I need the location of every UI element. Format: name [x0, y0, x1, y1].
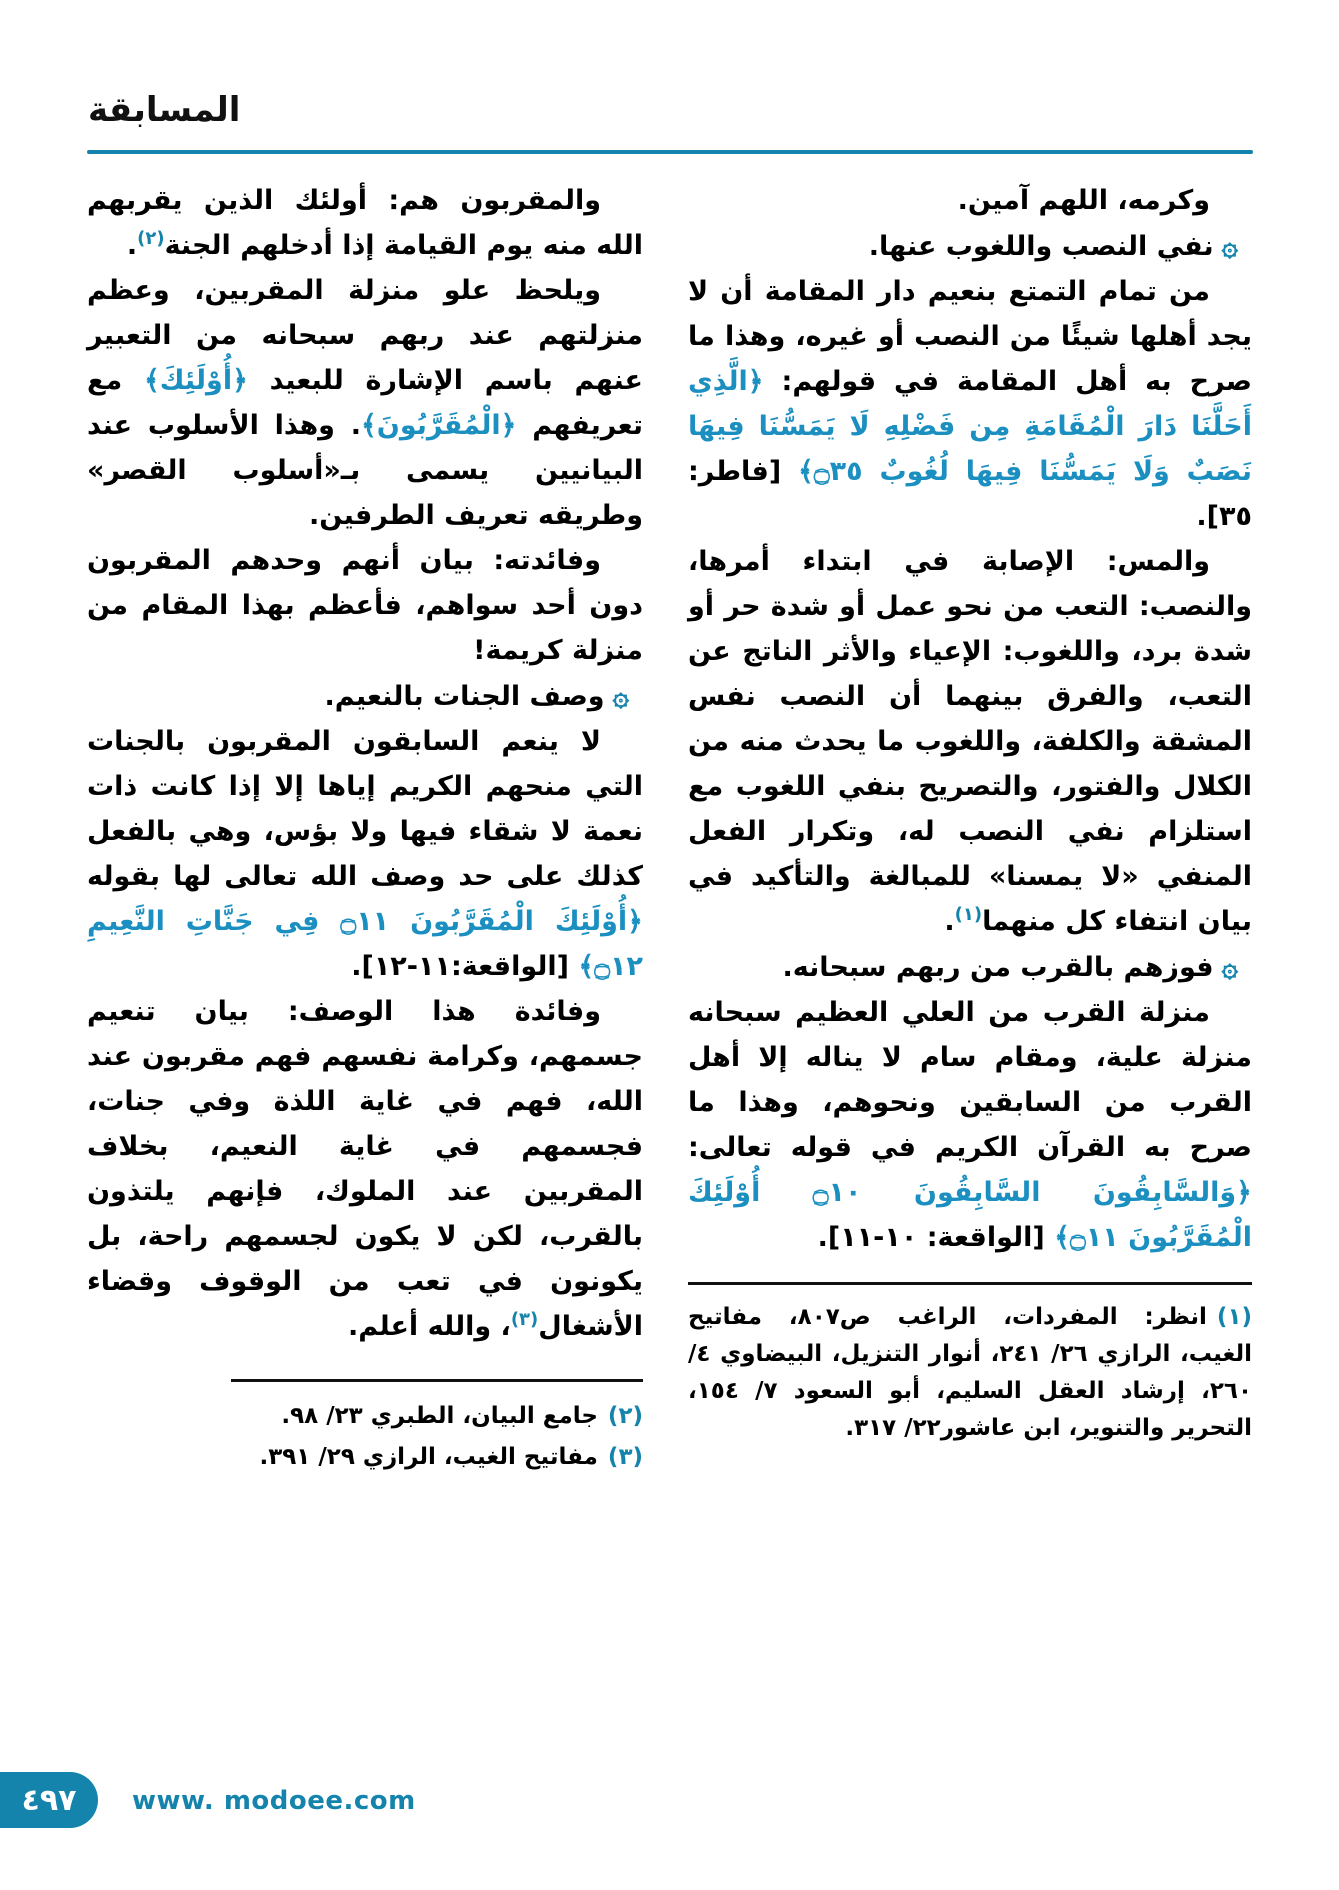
footnote [688, 1299, 1252, 1447]
body-text: منزلة القرب من العلي العظيم سبحانه منزلة علية، ومقام سام لا يناله إلا أهل القرب من السابقين ونحوهم، وهذا ما صرح به القرآن الكريم في قوله تعالى: [688, 997, 1252, 1163]
body-text: . [944, 906, 955, 937]
section-heading [87, 673, 643, 719]
body-text: مع تعريفهم [87, 365, 643, 441]
section-heading [688, 944, 1252, 990]
body-text: . [126, 230, 138, 261]
footnote-number: (٢) [607, 1403, 643, 1429]
footnote-text: انظر: المفردات، الراغب ص٨٠٧، مفاتيح الغيب، الرازي ٢٦/ ٢٤١، أنوار التنزيل، البيضاوي ٤/ ٢٦٠، إرشاد العقل السليم، أبو السعود ٧/ ١٥٤، التحرير والتنوير، ابن عاشور٢٢/ ٣١٧. [688, 1304, 1252, 1441]
body-text: ويلحظ علو منزلة المقربين، وعظم منزلتهم عند ربهم سبحانه من التعبير عنهم باسم الإشارة للبعيد [87, 275, 644, 396]
header-rule [87, 150, 1253, 154]
paragraph [87, 719, 643, 989]
paragraph [87, 268, 643, 538]
paragraph [87, 178, 643, 268]
footnote-text: مفاتيح الغيب، الرازي ٢٩/ ٣٩١. [259, 1444, 598, 1470]
quran-verse: ﴿وَالسَّابِقُونَ السَّابِقُونَ ۝١٠ أُوْلَئِكَ الْمُقَرَّبُونَ ۝١١﴾ [688, 1177, 1252, 1253]
page-number: ٤٩٧ [21, 1782, 77, 1818]
paragraph [688, 178, 1252, 223]
quran-verse: ﴿أُوْلَئِكَ﴾ [143, 365, 248, 396]
body-text: وفائدته: بيان أنهم وحدهم المقربون دون أحد سواهم، فأعظم بهذا المقام من منزلة كريمة! [87, 545, 643, 666]
footnote-ref: (٢) [137, 228, 165, 249]
running-header: المسابقة [88, 90, 241, 130]
section-marker-icon: ۞ [1221, 229, 1238, 262]
heading-text: وصف الجنات بالنعيم. [324, 681, 605, 712]
body-text: والمس: الإصابة في ابتداء أمرها، والنصب: التعب من نحو عمل أو شدة حر أو شدة برد، واللغوب: الإعياء والأثر الناتج عن التعب، والفرق بينهما أن النصب نفس المشقة والكلفة، واللغوب ما يحدث منه من الكلال والفتور، والتصريح بنفي اللغوب مع استلزام نفي النصب له، وتكرار الفعل المنفي «لا يمسنا» للمبالغة والتأكيد في بيان انتفاء كل منهما [688, 546, 1252, 937]
footnote-separator [231, 1379, 643, 1382]
verse-citation: [فاطر: ٣٥]. [688, 456, 1252, 532]
body-text: وفائدة هذا الوصف: بيان تنعيم جسمهم، وكرامة نفسهم فهم مقربون عند الله، فهم في غاية اللذة وفي جنات، فجسمهم في غاية النعيم، بخلاف المقربين عند الملوك، فإنهم يلتذون بالقرب، لكن لا يكون لجسمهم راحة، بل يكونون في تعب من الوقوف وقضاء الأشغال [87, 996, 643, 1342]
heading-text: نفي النصب واللغوب عنها. [868, 231, 1214, 262]
quran-verse: ﴿أُوْلَئِكَ الْمُقَرَّبُونَ ۝١١ فِي جَنَّاتِ النَّعِيمِ ۝١٢﴾ [87, 906, 643, 982]
body-text: من تمام التمتع بنعيم دار المقامة أن لا يجد أهلها شيئًا من النصب أو غيره، وهذا ما صرح به أهل المقامة في قولهم: [688, 276, 1252, 397]
footnote-ref: (٣) [510, 1309, 539, 1330]
section-heading [688, 223, 1252, 269]
page-number-tab [0, 1772, 98, 1828]
section-marker-icon: ۞ [1221, 950, 1238, 983]
verse-citation: [الواقعة:١١-١٢]. [351, 951, 579, 982]
body-text: وكرمه، اللهم آمين. [957, 185, 1210, 216]
paragraph [87, 538, 643, 673]
paragraph [688, 990, 1252, 1260]
paragraph [688, 269, 1252, 539]
quran-verse: ﴿الْمُقَرَّبُونَ﴾ [360, 410, 517, 441]
paragraph [87, 989, 643, 1349]
body-text: والمقربون هم: أولئك الذين يقربهم الله منه يوم القيامة إذا أدخلهم الجنة [87, 185, 643, 261]
body-text: . وهذا الأسلوب عند البيانيين يسمى بـ«أسلوب القصر» وطريقه تعريف الطرفين. [87, 410, 643, 531]
footnote [87, 1437, 643, 1478]
footnote-number: (٣) [607, 1444, 643, 1470]
body-text: لا ينعم السابقون المقربون بالجنات التي منحهم الكريم إياها إلا إذا كانت ذات نعمة لا شقاء فيها ولا بؤس، وهي بالفعل كذلك على حد وصف الله تعالى لها بقوله [87, 726, 643, 892]
footnote-ref: (١) [954, 904, 983, 925]
footnote-separator [688, 1282, 1252, 1285]
heading-text: فوزهم بالقرب من ربهم سبحانه. [782, 952, 1214, 983]
section-marker-icon: ۞ [612, 679, 629, 712]
body-text: ، والله أعلم. [348, 1311, 511, 1342]
footnote-number: (١) [1216, 1304, 1252, 1330]
quran-verse: ﴿الَّذِي أَحَلَّنَا دَارَ الْمُقَامَةِ مِن فَضْلِهِ لَا يَمَسُّنَا فِيهَا نَصَبٌ وَلَا يَمَسُّنَا فِيهَا لُغُوبٌ ۝٣٥﴾ [688, 366, 1253, 487]
publisher-website: www. modoee.com [132, 1786, 416, 1816]
right-column [688, 178, 1252, 1447]
verse-citation: [الواقعة: ١٠-١١]. [817, 1222, 1055, 1253]
footnote-text: جامع البيان، الطبري ٢٣/ ٩٨. [281, 1403, 598, 1429]
paragraph [688, 539, 1252, 944]
footnote [87, 1396, 643, 1437]
left-column [87, 178, 643, 1478]
